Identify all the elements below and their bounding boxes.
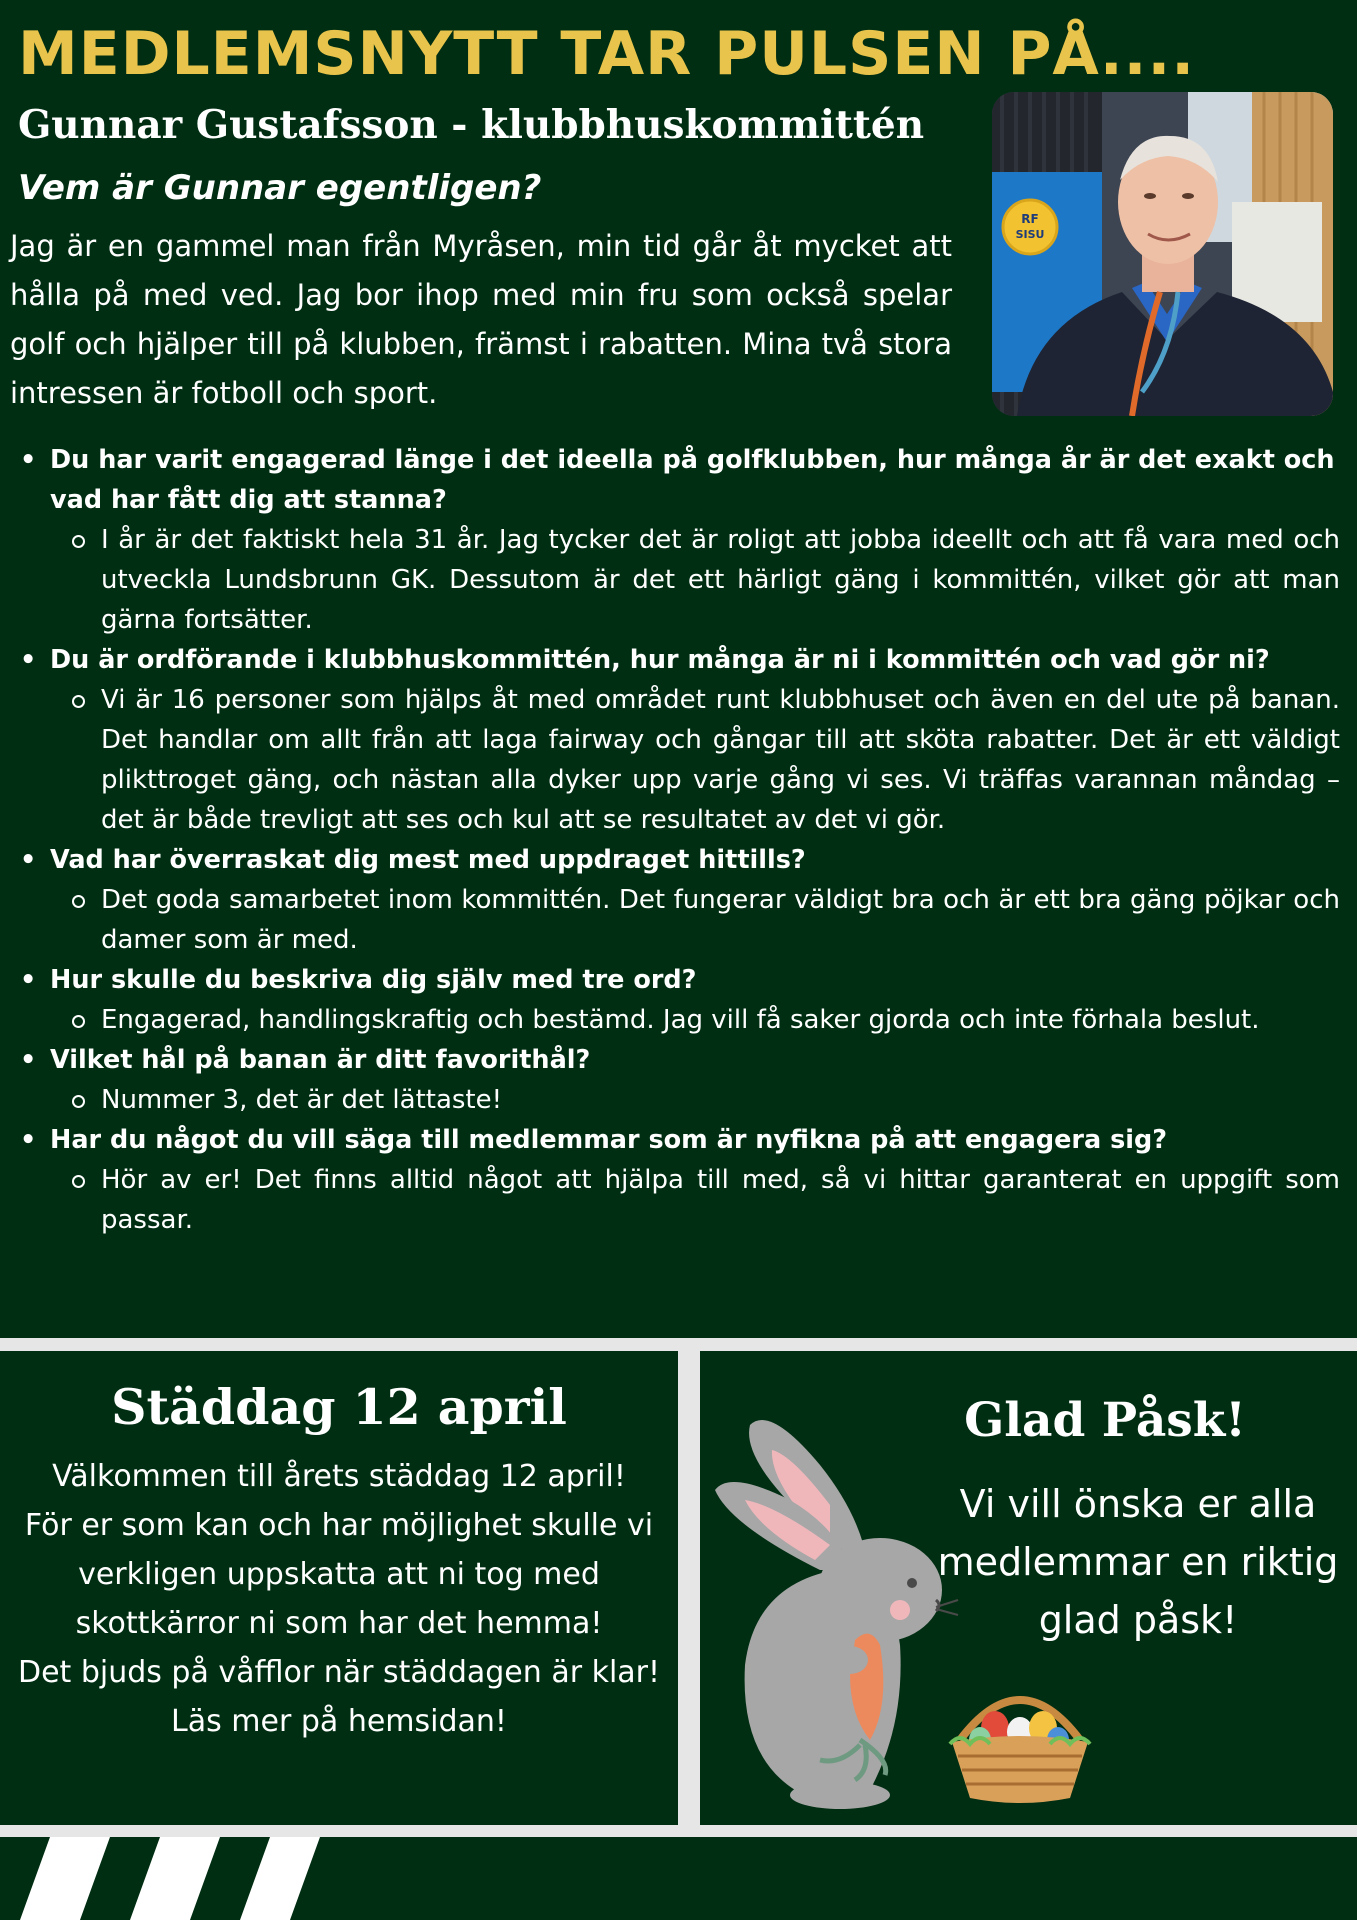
svg-text:SISU: SISU [1015,228,1045,241]
intro-text: Jag är en gammel man från Myråsen, min tid går åt mycket att hålla på med ved. Jag bor ihop med min fru som också spelar golf och hjälper till på klubben, främst i rabatten. Mina två stora intressen är fotboll och sport. [10,229,952,410]
answer-1: I år är det faktiskt hela 31 år. Jag tycker det är roligt att jobba ideellt och att få vara med och utveckla Lundsbrunn GK. Dessutom är det ett härligt gäng i kommittén, vilket gör att man gärna fortsätter. [101,520,1340,640]
intro-question: Vem är Gunnar egentligen? [18,168,542,208]
headline: MEDLEMSNYTT TAR PULSEN PÅ.... [18,19,1196,89]
rf-sisu-badge: RF [1021,212,1039,226]
cleaning-day-line: Det bjuds på våfflor när städdagen är klar! [17,1655,661,1690]
question-5: • Vilket hål på banan är ditt favorithål? [50,1040,1340,1080]
answer-2: Vi är 16 personer som hjälps åt med området runt klubbhuset och även en del ute på banan. Det handlar om allt från att laga fairway och gångar till att sköta rabatter. Det är ett väldigt plikttroget gäng, och nästan alla dyker upp varje gång vi ses. Vi träffas varannan måndag – det är både trevligt att ses och kul att se resultatet av det vi gör. [101,680,1340,840]
decorative-stripes [0,1837,360,1920]
portrait-photo [992,92,1333,416]
profile-name-title: Gunnar Gustafsson - klubbhuskommittén [18,102,925,148]
answer-4: Engagerad, handlingskraftig och bestämd. Jag vill få saker gjorda och inte förhala beslut. [101,1000,1340,1040]
easter-text: Vi vill önska er alla medlemmar en riktig glad påsk! [937,1482,1339,1642]
answer-3: Det goda samarbetet inom kommittén. Det fungerar väldigt bra och är ett bra gäng pöjkar och damer som är med. [101,880,1340,960]
cleaning-day-line: Välkommen till årets städdag 12 april! [52,1459,626,1494]
footer-divider [0,1825,1357,1837]
section-divider-vertical [678,1351,700,1825]
interview-section [0,440,1357,1240]
cleaning-day-line: Läs mer på hemsidan! [171,1704,507,1739]
cleaning-day-line: För er som kan och har möjlighet skulle vi verkligen uppskatta att ni tog med skottkärror ni som har det hemma! [24,1508,654,1641]
easter-title: Glad Påsk! [964,1393,1246,1448]
question-6: • Har du något du vill säga till medlemmar som är nyfikna på att engagera sig? [50,1120,1340,1160]
cleaning-day-text [10,1452,668,1746]
answer-5: Nummer 3, det är det lättaste! [101,1080,1340,1120]
bunny-illustration [700,1395,960,1815]
easter-basket-illustration [940,1670,1100,1805]
question-1: • Du har varit engagerad länge i det ideella på golfklubben, hur många år är det exakt och vad har fått dig att stanna? [50,440,1340,520]
question-2: • Du är ordförande i klubbhuskommittén, hur många är ni i kommittén och vad gör ni? [50,640,1340,680]
question-4: • Hur skulle du beskriva dig själv med tre ord? [50,960,1340,1000]
cleaning-day-title: Städdag 12 april [111,1378,567,1436]
question-3: • Vad har överraskat dig mest med uppdraget hittills? [50,840,1340,880]
section-divider-horizontal [0,1338,1357,1351]
answer-6: Hör av er! Det finns alltid något att hjälpa till med, så vi hittar garanterat en uppgift som passar. [101,1160,1340,1240]
